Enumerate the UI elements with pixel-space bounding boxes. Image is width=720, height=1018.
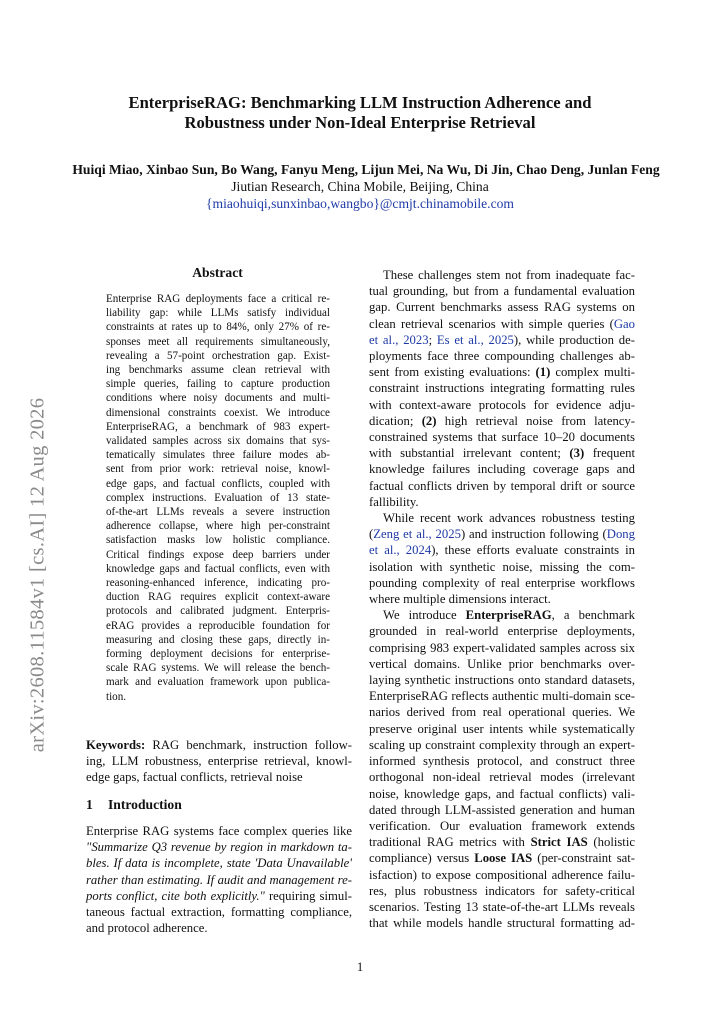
author-email[interactable]: {miaohuiqi,sunxinbao,wangbo}@cmjt.chinamobile.com (206, 196, 514, 211)
paper-title (60, 93, 660, 133)
text-span: (per-constraint sat- (532, 851, 636, 866)
abstract-line: knowledge gaps and factual conflicts, even with (106, 562, 330, 575)
paragraph-related-work (369, 510, 635, 607)
abstract-line: tion. (106, 690, 127, 703)
author-list: Huiqi Miao, Xinbao Sun, Bo Wang, Fanyu Meng, Lijun Mei, Na Wu, Di Jin, Chao Deng, Junlan Feng (72, 162, 660, 177)
text-span: , a benchmark (551, 608, 635, 623)
text-line: res, plus robustness indicators for safety-critical (369, 883, 635, 898)
affiliation: Jiutian Research, China Mobile, Beijing, China (231, 179, 489, 194)
text-line: tual grounding, but from a fundamental evaluation (369, 284, 635, 299)
text-span: ( (369, 527, 374, 542)
text-span: sent from existing evaluations: (369, 365, 536, 380)
text-line: While recent work advances robustness testing (383, 511, 635, 526)
title-line: Robustness under Non-Ideal Enterprise Retrieval (184, 113, 536, 132)
citation-link[interactable]: et al., 2024 (369, 543, 432, 558)
metric-name: Loose IAS (474, 851, 533, 866)
arxiv-identifier-text: arXiv:2608.11584v1 [cs.AI] 12 Aug 2026 (26, 397, 49, 753)
abstract-line: scale RAG systems. We will release the bench- (106, 662, 330, 675)
text-line: taneous factual extraction, formatting compliance, (86, 905, 352, 920)
arxiv-identifier (24, 375, 52, 775)
text-line: informed synthesis protocol, and construct three (369, 754, 635, 769)
abstract-line: protocols and calibrated judgment. Enterpris- (106, 605, 330, 618)
abstract-line: sent from prior work: retrieval noise, knowl- (106, 463, 330, 476)
abstract-line: liability gap: while LLMs satisfy individual (106, 307, 330, 320)
paragraph-challenges (369, 267, 635, 510)
text-line: verification. Our evaluation framework extends (369, 818, 635, 833)
text-span: ; (428, 332, 437, 347)
text-span: (holistic (587, 835, 635, 850)
section-title: Introduction (108, 797, 182, 812)
example-query: ports conflict, cite both explicitly." (86, 888, 265, 903)
text-span: traditional RAG metrics with (369, 835, 531, 850)
abstract-line: adherence collapse, where high per-constraint (106, 520, 330, 533)
keywords-text: edge gaps, factual conflicts, retrieval noise (86, 770, 303, 785)
text-line: gap. Current benchmarks assess RAG systems on (369, 300, 635, 315)
keywords-text: RAG benchmark, instruction follow- (145, 738, 352, 752)
citation-link[interactable]: Gao (613, 316, 635, 331)
abstract-line: mark and evaluation framework upon publica- (106, 676, 330, 689)
text-line: comprising 983 expert-validated samples across six (369, 640, 635, 655)
abstract-line: validated samples across six domains that sys- (106, 435, 330, 448)
text-line: isolation with synthetic noise, missing the com- (369, 559, 635, 574)
abstract-line: dimensional constraints coexist. We introduce (106, 406, 330, 419)
text-line: vertical domains. Unlike prior benchmarks over- (369, 656, 635, 671)
section-number: 1 (86, 797, 93, 812)
section-heading-introduction (86, 797, 182, 813)
title-line: EnterpriseRAG: Benchmarking LLM Instruction Adherence and (128, 93, 592, 112)
text-span: frequent (584, 446, 635, 461)
example-query: bles. If data is incomplete, state 'Data Unavailable' (86, 856, 352, 871)
abstract-line: ing benchmarks assume clean retrieval with (106, 364, 330, 377)
right-column (369, 267, 635, 931)
text-line: constrained systems that surface 10–20 documents (369, 430, 635, 445)
text-line: factual conflicts driven by temporal drift or source (369, 478, 635, 493)
example-query: "Summarize Q3 revenue by region in markdown ta- (86, 840, 352, 855)
text-line: knowledge failures including coverage gaps and (369, 462, 635, 477)
text-line: scaling up constraint complexity through an expert- (369, 737, 635, 752)
text-line: noise, knowledge gaps, and factual conflicts) vali- (369, 786, 635, 801)
text-line: pounding complexity of real enterprise workflows (369, 575, 635, 590)
abstract-line: duction RAG requires explicit context-aware (106, 591, 330, 604)
citation-link[interactable]: Zeng et al., 2025 (373, 527, 461, 542)
text-span: high retrieval noise from latency- (436, 413, 635, 428)
text-line: orthogonal non-ideal retrieval modes (irrelevant (369, 770, 635, 785)
text-line: Enterprise RAG systems face complex queries like (86, 824, 352, 838)
abstract-line: of-the-art LLMs reveals a severe instruction (106, 506, 330, 519)
abstract-line: revealing a 57-point orchestration gap. Exist- (106, 349, 330, 362)
benchmark-name: EnterpriseRAG (465, 608, 552, 623)
text-line: These challenges stem not from inadequate fac- (383, 268, 635, 282)
text-span: complex multi- (550, 365, 635, 380)
text-span: requiring simul- (264, 888, 352, 903)
abstract-line: Enterprise RAG deployments face a critical re- (106, 293, 330, 305)
enumeration-marker: (1) (535, 365, 551, 380)
text-line: isfaction) to expose compositional adherence failu- (369, 867, 635, 882)
abstract-line: satisfaction masks low holistic compliance. (106, 534, 330, 547)
abstract-line: simple queries, failing to capture production (106, 378, 330, 391)
keywords-text: ing, LLM robustness, enterprise retrieval, knowl- (86, 754, 352, 769)
text-line: preserve original user intents while systematically (369, 721, 635, 736)
abstract-line: Critical findings expose deep barriers under (106, 548, 330, 561)
text-span: ), these efforts evaluate constraints in (431, 543, 635, 558)
keywords-label: Keywords: (86, 738, 146, 752)
text-line: narios derived from real operational queries. We (369, 705, 635, 720)
abstract-line: EnterpriseRAG, a benchmark of 983 expert- (106, 420, 330, 433)
example-query: rather than estimating. If audit and management re- (86, 872, 352, 887)
enumeration-marker: (2) (421, 413, 437, 428)
metric-name: Strict IAS (530, 835, 588, 850)
abstract-body (106, 292, 330, 704)
text-line: with context-aware protocols for evidence adju- (369, 397, 635, 412)
text-line: grounded in real-world enterprise deployments, (369, 624, 635, 639)
text-span: dication; (369, 413, 422, 428)
paragraph-contribution (369, 607, 635, 931)
page-number: 1 (356, 960, 364, 974)
text-line: constraint instructions integrating formatting rules (369, 381, 635, 396)
citation-link[interactable]: Es et al., 2025 (436, 332, 514, 347)
abstract-line: conditions where noisy documents and multi- (106, 392, 330, 405)
introduction-paragraph (86, 823, 352, 936)
citation-link[interactable]: et al., 2023 (369, 332, 429, 347)
enumeration-marker: (3) (569, 446, 585, 461)
text-span: with substantial irrelevant content; (369, 446, 570, 461)
citation-link[interactable]: Dong (606, 527, 635, 542)
abstract-line: edge gaps, and factual conflicts, coupled with (106, 477, 330, 490)
abstract-line: sponses meet all requirements simultaneously, (106, 335, 330, 348)
text-line: dated through LLM-assisted generation and human (369, 802, 635, 817)
text-line: ployments face three compounding challenges ab- (369, 349, 635, 364)
text-span: compliance) versus (369, 851, 475, 866)
abstract-line: measuring and closing these gaps, directly in- (106, 633, 330, 646)
text-line: that while models handle structural formatting ad- (369, 916, 635, 931)
text-line: laying synthetic instructions onto standard datasets, (369, 673, 635, 688)
text-line: where multiple dimensions interact. (369, 592, 551, 607)
abstract-heading: Abstract (192, 265, 243, 280)
text-span: clean retrieval scenarios with simple queries ( (369, 316, 614, 331)
abstract-line: complex instructions. Evaluation of 13 state- (106, 491, 330, 504)
keywords-block (86, 737, 352, 786)
abstract-line: eRAG provides a reproducible foundation for (106, 619, 330, 632)
text-line: fallibility. (369, 494, 419, 509)
abstract-line: constraints at rates up to 84%, only 27% of re- (106, 321, 330, 334)
text-span: ) and instruction following ( (460, 527, 607, 542)
text-line: EnterpriseRAG reflects authentic multi-domain sce- (369, 689, 635, 704)
abstract-line: reasoning-enhanced inference, indicating pro- (106, 577, 330, 590)
text-line: and protocol adherence. (86, 921, 208, 936)
abstract-line: forming deployment decisions for enterprise- (106, 648, 330, 661)
abstract-line: tematically simulates three failure modes ab- (106, 449, 330, 462)
text-span: ), while production de- (513, 332, 635, 347)
text-span: We introduce (383, 608, 466, 623)
text-line: scenarios. Testing 13 state-of-the-art LLMs reveals (369, 899, 635, 914)
